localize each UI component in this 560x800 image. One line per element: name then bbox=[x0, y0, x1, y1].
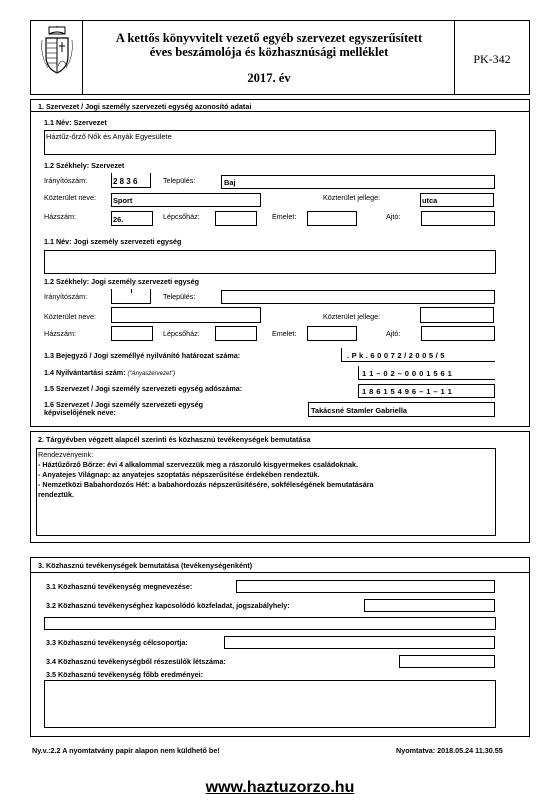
section3-title: 3. Közhasznú tevékenységek bemutatása (tevékenységenként) bbox=[38, 561, 253, 570]
footer-right: Nyomtatva: 2018.05.24 11.30.55 bbox=[396, 746, 503, 755]
rep-label-line1: 1.6 Szervezet / Jogi személy szervezeti egység bbox=[44, 400, 204, 409]
q4-field[interactable] bbox=[399, 655, 495, 668]
unit-street-type-label: Közterület jellege: bbox=[323, 312, 381, 321]
org-floor-field[interactable] bbox=[307, 211, 357, 226]
q2-label: 3.2 Közhasznú tevékenységhez kapcsolódó közfeladat, jogszabályhely: bbox=[46, 601, 290, 610]
header-divider-right bbox=[454, 20, 455, 95]
header-divider-left bbox=[82, 20, 83, 95]
org-city-label: Település: bbox=[163, 176, 196, 185]
form-year: 2017. év bbox=[247, 71, 291, 85]
org-seat-label: 1.2 Székhely: Szervezet bbox=[44, 161, 125, 170]
org-door-field[interactable] bbox=[421, 211, 495, 226]
org-city-value: Baj bbox=[224, 178, 236, 187]
record-value: 1 1 – 0 2 – 0 0 0 1 5 6 1 bbox=[362, 369, 453, 378]
org-floor-label: Emelet: bbox=[272, 212, 297, 221]
unit-street-type-field[interactable] bbox=[420, 307, 494, 323]
org-zip-label: Irányítószám: bbox=[44, 176, 88, 185]
q5-label: 3.5 Közhasznú tevékenység főbb eredményei: bbox=[46, 670, 203, 679]
q3-field[interactable] bbox=[224, 636, 495, 649]
org-street-value: Sport bbox=[113, 196, 133, 205]
org-name-value: Háztűz-őrző Nők és Anyák Egyesülete bbox=[46, 132, 172, 141]
record-note: ("Anyaszervezet") bbox=[127, 371, 176, 377]
unit-name-label: 1.1 Név: Jogi személy szervezeti egység bbox=[44, 237, 182, 246]
unit-zip-label: Irányítószám: bbox=[44, 292, 88, 301]
unit-floor-label: Emelet: bbox=[272, 329, 297, 338]
form-title-line1: A kettős könyvvitelt vezető egyéb szervezet egyszerűsített bbox=[115, 31, 423, 45]
unit-city-field[interactable] bbox=[221, 290, 495, 304]
unit-house-field[interactable] bbox=[111, 326, 153, 341]
unit-zip-tick bbox=[131, 289, 132, 293]
unit-name-field[interactable] bbox=[44, 250, 496, 274]
org-street-type-label: Közterület jellege: bbox=[323, 193, 381, 202]
unit-floor-field[interactable] bbox=[307, 326, 357, 341]
unit-house-label: Házszám: bbox=[44, 329, 76, 338]
section2-line-0: Rendezvényeink: bbox=[38, 450, 94, 459]
coat-of-arms-icon bbox=[38, 26, 76, 76]
unit-door-field[interactable] bbox=[421, 326, 495, 341]
q1-field[interactable] bbox=[236, 580, 495, 593]
rep-label-line2: képviselőjének neve: bbox=[44, 408, 116, 417]
q5-field[interactable] bbox=[44, 680, 496, 728]
watermark-link[interactable]: www.haztuzorzo.hu bbox=[205, 779, 355, 796]
unit-stair-label: Lépcsőház: bbox=[163, 329, 200, 338]
org-city-field[interactable] bbox=[221, 175, 495, 189]
tax-label: 1.5 Szervezet / Jogi személy szervezeti egység adószáma: bbox=[44, 384, 243, 393]
org-name-label: 1.1 Név: Szervezet bbox=[44, 118, 107, 127]
unit-seat-label: 1.2 Székhely: Jogi személy szervezeti egység bbox=[44, 277, 200, 286]
q3-label: 3.3 Közhasznú tevékenység célcsoportja: bbox=[46, 638, 188, 647]
rep-value: Takácsné Stamler Gabriella bbox=[311, 406, 407, 415]
tax-value: 1 8 6 1 5 4 9 6 – 1 – 1 1 bbox=[362, 387, 453, 396]
unit-city-label: Település: bbox=[163, 292, 196, 301]
q4-label: 3.4 Közhasznú tevékenységből részesülők létszáma: bbox=[46, 657, 226, 666]
q2-field-continued[interactable] bbox=[44, 617, 496, 630]
org-stair-field[interactable] bbox=[215, 211, 257, 226]
section2-line-1: - Háztűzőrző Bőrze: évi 4 alkalommal szervezzük meg a rászoruló kisgyermekes családoknak. bbox=[38, 460, 358, 469]
unit-stair-field[interactable] bbox=[215, 326, 257, 341]
org-house-value: 26. bbox=[113, 215, 124, 224]
form-code: PK-342 bbox=[473, 52, 511, 66]
org-zip-value: 2836 bbox=[113, 177, 140, 186]
section1-title-rule bbox=[30, 111, 530, 112]
unit-door-label: Ajtó: bbox=[386, 329, 401, 338]
record-label-text: 1.4 Nyilvántartási szám: bbox=[44, 368, 126, 377]
unit-street-field[interactable] bbox=[111, 307, 261, 323]
registry-value: . P k . 6 0 0 7 2 / 2 0 0 5 / 5 bbox=[347, 351, 445, 360]
section1-title: 1. Szervezet / Jogi személy szervezeti egység azonosító adatai bbox=[38, 102, 252, 111]
org-street-type-value: utca bbox=[422, 196, 438, 205]
footer-left: Ny.v.:2.2 A nyomtatvány papír alapon nem küldhető be! bbox=[32, 746, 220, 755]
org-stair-label: Lépcsőház: bbox=[163, 212, 200, 221]
section3-title-rule bbox=[30, 572, 530, 573]
section2-line-4: rendeztük. bbox=[38, 490, 74, 499]
org-street-label: Közterület neve: bbox=[44, 193, 96, 202]
registry-label: 1.3 Bejegyző / Jogi személlyé nyilvánító határozat száma: bbox=[44, 351, 241, 360]
form-title-line2: éves beszámolója és közhasznúsági melléklet bbox=[149, 45, 389, 59]
org-street-field[interactable] bbox=[111, 193, 261, 207]
section2-title: 2. Tárgyévben végzett alapcél szerinti és közhasznú tevékenységek bemutatása bbox=[38, 435, 311, 444]
q2-field[interactable] bbox=[364, 599, 495, 612]
section2-line-2: - Anyatejes Világnap: az anyatejes szoptatás népszerűsítése érdekében rendeztük. bbox=[38, 470, 320, 479]
unit-street-label: Közterület neve: bbox=[44, 312, 96, 321]
org-door-label: Ajtó: bbox=[386, 212, 401, 221]
record-label bbox=[44, 368, 175, 379]
org-house-label: Házszám: bbox=[44, 212, 76, 221]
q1-label: 3.1 Közhasznú tevékenység megnevezése: bbox=[46, 582, 193, 591]
section2-line-3: - Nemzetközi Babahordozós Hét: a babahordozás népszerűsítésére, sokféleségének bemutatására bbox=[38, 480, 374, 489]
